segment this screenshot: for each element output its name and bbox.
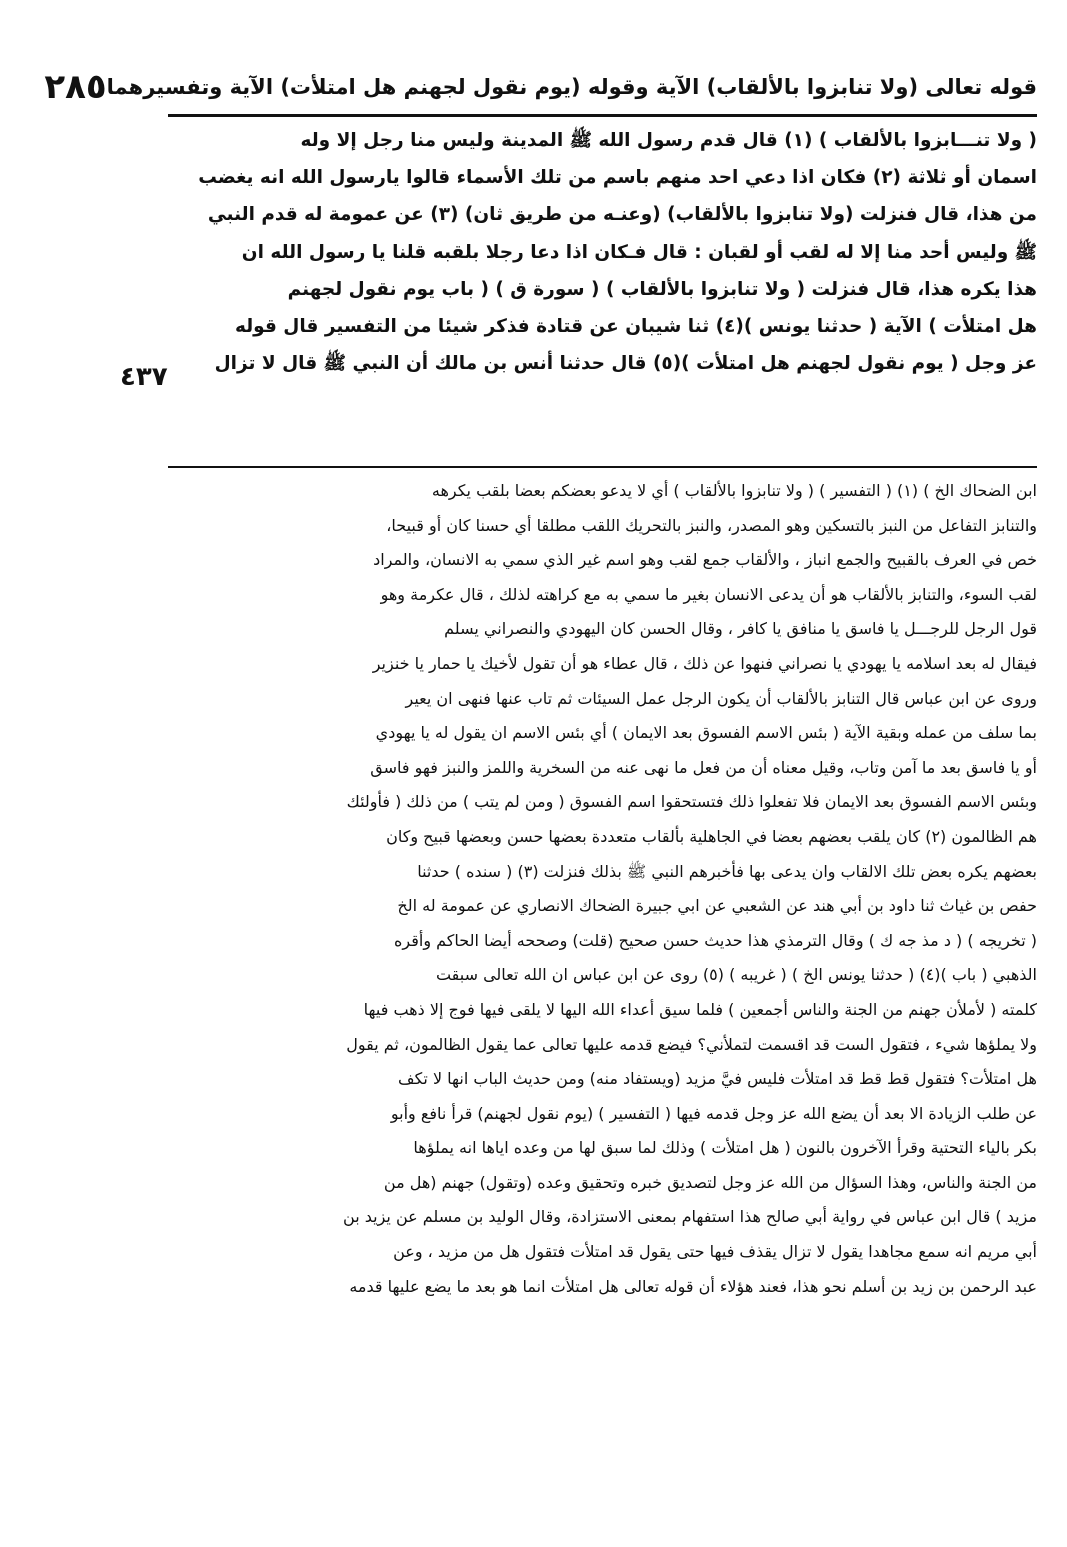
margin-hadith-number: ٤٣٧: [120, 362, 168, 392]
commentary-line: وروى عن ابن عباس قال التنابز بالألقاب أن يكون الرجل عمل السيئات ثم تاب عنها فنهى ان يعير: [405, 688, 1037, 708]
main-text-line: عز وجل ( يوم نقول لجهنم هل امتلأت )(٥) قال حدثنا أنس بن مالك أن النبي ﷺ قال لا تزال: [214, 353, 1037, 375]
commentary-line: هم الظالمون (٢) كان يلقب بعضهم بعضا في الجاهلية بألقاب متعددة بعضها حسن وبعضها قبيح وكان: [386, 826, 1037, 846]
running-title: قوله تعالى (ولا تنابزوا بالألقاب) الآية وقوله (يوم نقول لجهنم هل امتلأت) الآية وتفسيرهما: [106, 75, 1037, 99]
commentary-line: فيقال له بعد اسلامه يا يهودي يا نصراني فنهوا عن ذلك ، قال عطاء هو أن تقول لأخيك يا حمار يا خنزير: [372, 653, 1037, 673]
main-text-line: هل امتلأت ) الآية ( حدثنا يونس )(٤) ثنا شيبان عن قتادة فذكر شيئا من التفسير قال قوله: [234, 316, 1037, 338]
main-text-line: ﷺ وليس أحد منا إلا له لقب أو لقبان : قال فـكان اذا دعا رجلا بلقبه قلنا يا رسول الله ان: [241, 241, 1037, 263]
commentary-line: لقب السوء، والتنابز بالألقاب هو أن يدعى الانسان بغير ما سمي به مع كراهته لذلك ، قال عكرمة وهو: [380, 584, 1037, 604]
main-text-line: ( ولا تنـــابزوا بالألقاب ) (١) قال قدم رسول الله ﷺ المدينة وليس منا رجل إلا وله: [300, 130, 1037, 151]
commentary-line: بعضهم يكره بعض تلك الالقاب وان يدعى بها فأخبرهم النبي ﷺ بذلك فنزلت (٣) ( سنده ) حدثنا: [417, 861, 1037, 881]
main-text-line: اسمان أو ثلاثة (٢) فكان اذا دعي احد منهم باسم من تلك الأسماء قالوا يارسول الله انه يغضب: [198, 167, 1037, 189]
commentary-line: ( تخريجه ) ( د مذ جه ك ) وقال الترمذي هذا حديث حسن صحيح (قلت) وصححه أيضا الحاكم وأقره: [394, 930, 1037, 950]
commentary-line: عبد الرحمن بن زيد بن أسلم نحو هذا، فعند هؤلاء أن قوله تعالى هل امتلأت انما هو بعد ما يضع عليها قدمه: [349, 1276, 1037, 1296]
commentary-line: من الجنة والناس، وهذا السؤال من الله عز وجل لتصديق خبره وتحقيق وعده (وتقول) جهنم (هل من: [383, 1172, 1037, 1192]
commentary-line: ولا يملؤها شيء ، فتقول الست قد اقسمت لتملأني؟ فيضع قدمه عليها تعالى عما يقول الظالمون، ثم يقول: [346, 1034, 1037, 1054]
commentary-line: هل امتلأت؟ فتقول قط قط قد امتلأت فليس فيَّ مزيد (ويستفاد منه) ومن حديث الباب انها لا تكف: [398, 1069, 1037, 1089]
page-header: [44, 62, 1037, 112]
main-text-line: من هذا، قال فنزلت (ولا تنابزوا بالألقاب) (وعنـه من طريق ثان) (٣) عن عمومة له قدم النبي: [207, 204, 1037, 226]
commentary-line: أبي مريم انه سمع مجاهدا يقول لا تزال يقذف فيها حتى يقول قد امتلأت فتقول هل من مزيد ، وعن: [393, 1242, 1037, 1262]
commentary-line: الذهبي ( باب )(٤) ( حدثنا يونس الخ ) ( غريبه ) (٥) روى عن ابن عباس ان الله تعالى سبقت: [435, 965, 1037, 985]
commentary-line: قول الرجل للرجـــل يا فاسق يا منافق يا كافر ، وقال الحسن كان اليهودي والنصراني يسلم: [444, 619, 1037, 639]
commentary-line: وبئس الاسم الفسوق بعد الايمان فلا تفعلوا ذلك فتستحقوا اسم الفسوق ( ومن لم يتب ) من ذلك ( فأولئك: [346, 792, 1037, 812]
commentary-line: بكر بالياء التحتية وقرأ الآخرون بالنون ( هل امتلأت ) وذلك لما سبق لها من وعده اياها انه يملؤها: [413, 1138, 1037, 1158]
commentary-line: عن طلب الزيادة الا بعد أن يضع الله عز وجل قدمه فيها ( التفسير ) (يوم نقول لجهنم) قرأ نافع وأبو: [390, 1103, 1037, 1123]
commentary-block: [168, 474, 1037, 1304]
commentary-line: حفص بن غياث ثنا داود بن أبي هند عن الشعبي عن ابي جبيرة الضحاك الانصاري عن عمومة له الخ: [397, 896, 1037, 916]
main-text-block: [168, 122, 1037, 382]
commentary-line: ابن الضحاك الخ ) (١) ( التفسير ) ( ولا تنابزوا بالألقاب ) أي لا يدعو بعضكم بعضا بلقب يكرهه: [431, 481, 1037, 500]
main-text-line: هذا يكره هذا، قال فنزلت ( ولا تنابزوا بالألقاب ) ( سورة ق ) ( باب يوم نقول لجهنم: [287, 278, 1037, 300]
commentary-line: أو يا فاسق بعد ما آمن وتاب، وقيل معناه أن من فعل ما نهى عنه من السخرية واللمز والنبز فهو فاسق: [370, 757, 1037, 777]
header-rule: [168, 114, 1037, 117]
footnote-divider: [168, 466, 1037, 468]
commentary-line: مزيد ) قال ابن عباس في رواية أبي صالح هذا استفهام بمعنى الاستزادة، وقال الوليد بن مسلم عن يزيد بن: [343, 1207, 1037, 1227]
commentary-line: خص في العرف بالقبيح والجمع انباز ، والألقاب جمع لقب وهو اسم غير الذي سمي به الانسان، والمراد: [373, 550, 1037, 570]
commentary-line: بما سلف من عمله وبقية الآية ( بئس الاسم الفسوق بعد الايمان ) أي بئس الاسم ان يقول له يا يهودي: [375, 723, 1037, 743]
page-number: ٢٨٥: [44, 67, 107, 107]
commentary-line: كلمته ( لأملأن جهنم من الجنة والناس أجمعين ) فلما سيق أعداء الله اليها لا يلقى فيها فوج إلا ذهب فيها: [363, 999, 1037, 1019]
commentary-line: والتنابز التفاعل من النبز بالتسكين وهو المصدر، والنبز بالتحريك اللقب مطلقا أي حسنا كان أو قبيحا،: [386, 515, 1037, 535]
